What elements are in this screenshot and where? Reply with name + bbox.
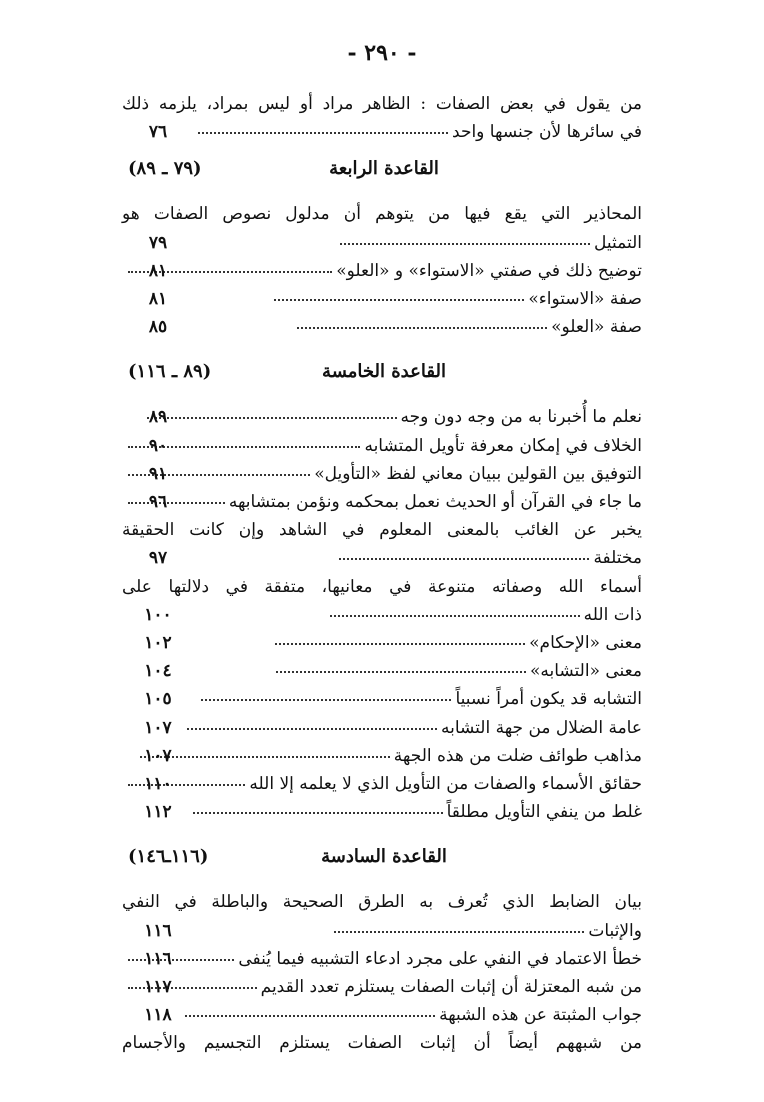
entry-title: توضيح ذلك في صفتي «الاستواء» و «العلو» [336, 260, 642, 281]
toc-entry [271, 631, 642, 655]
section-title: القاعدة الرابعة [329, 158, 439, 180]
section-page-range: (١١٦ـ١٤٦) [128, 846, 209, 868]
section-heading [0, 158, 764, 188]
toc-entry [330, 919, 642, 943]
entry-page-number: ١٠٧ [144, 745, 172, 766]
entry-line: من شبههم أيضاً أن إثبات الصفات يستلزم التجسيم والأجسام [122, 1033, 642, 1054]
entry-page-number: ١١٦ [144, 920, 172, 941]
section-heading [0, 846, 764, 876]
toc-entry [326, 603, 642, 627]
entry-title: صفة «العلو» [551, 317, 642, 338]
entry-title: نعلم ما أُخبرنا به من وجه دون وجه [400, 407, 642, 428]
toc-entry [335, 546, 642, 570]
leader-dots [330, 615, 580, 617]
entry-title: التشابه قد يكون أمراً نسبياً [455, 689, 642, 710]
toc-entry [124, 975, 642, 999]
section-title: القاعدة السادسة [321, 846, 447, 868]
entry-title: صفة «الاستواء» [528, 289, 642, 309]
entry-page-number: ٩٧ [148, 548, 168, 569]
leader-dots [193, 812, 443, 814]
leader-dots [274, 299, 524, 301]
entry-title: من شبه المعتزلة أن إثبات الصفات يستلزم تعدد القديم [260, 977, 642, 997]
entry-page-number: ١١٧ [144, 977, 172, 997]
entry-page-number: ٩٠ [148, 435, 168, 456]
entry-page-number: ١١٢ [144, 802, 172, 823]
entry-title: ما جاء في القرآن أو الحديث نعمل بمحكمه ونؤمن بمتشابهه [228, 492, 642, 512]
toc-entry [124, 434, 642, 458]
entry-title: حقائق الأسماء والصفات من التأويل الذي لا يعلمه إلا الله [249, 774, 642, 794]
entry-title: غلط من ينفي التأويل مطلقاً [446, 802, 642, 823]
toc-entry [124, 772, 642, 796]
toc-entry [270, 287, 642, 311]
leader-dots [187, 728, 437, 730]
toc-entry [143, 405, 642, 429]
entry-title: ذات الله [583, 604, 642, 625]
entry-line: أسماء الله وصفاته متنوعة في معانيها، متفقة في دلالتها على [122, 576, 642, 597]
entry-line: بيان الضابط الذي تُعرف به الطرق الصحيحة والباطلة في النفي [122, 892, 642, 913]
entry-title: مذاهب طوائف ضلت من هذه الجهة [393, 745, 642, 766]
section-page-range: (٨٩ ـ ١١٦) [128, 361, 212, 383]
toc-entry [293, 315, 642, 339]
leader-dots [275, 643, 525, 645]
toc-entry [197, 687, 642, 711]
entry-title: والإثبات [588, 920, 642, 941]
entry-title: خطأ الاعتماد في النفي على مجرد ادعاء التشبيه فيما يُنفى [238, 948, 642, 969]
section-heading [0, 361, 764, 391]
leader-dots [198, 132, 448, 134]
entry-page-number: ١٠٤ [144, 661, 172, 682]
entry-page-number: ١١٦ [144, 948, 172, 969]
entry-page-number: ١١٨ [144, 1005, 172, 1026]
entry-page-number: ٧٦ [148, 122, 168, 143]
leader-dots [297, 327, 547, 329]
toc-entry [124, 462, 642, 486]
entry-title: التمثيل [594, 232, 642, 253]
entry-title: مختلفة [593, 548, 642, 569]
entry-page-number: ٨١ [148, 260, 168, 281]
leader-dots [340, 243, 590, 245]
toc-entry [124, 259, 642, 283]
entry-title: جواب المثبتة عن هذه الشبهة [439, 1005, 642, 1026]
toc-entry [189, 800, 642, 824]
toc-entry [336, 231, 642, 255]
leader-dots [276, 671, 526, 673]
entry-page-number: ٨٥ [148, 317, 168, 338]
entry-page-number: ٩١ [148, 463, 168, 484]
entry-page-number: ٧٩ [148, 232, 168, 253]
entry-title: الخلاف في إمكان معرفة تأويل المتشابه [364, 435, 642, 456]
entry-title: في سائرها لأن جنسها واحد [452, 122, 642, 143]
section-page-range: (٧٩ ـ ٨٩) [128, 158, 202, 180]
section-title: القاعدة الخامسة [322, 361, 446, 383]
entry-page-number: ١٠٠ [144, 604, 172, 625]
entry-page-number: ١٠٥ [144, 689, 172, 710]
entry-page-number: ٨٩ [148, 407, 168, 428]
toc-entry [183, 716, 642, 740]
entry-line: من يقول في بعض الصفات : الظاهر مراد أو ليس بمراد، يلزمه ذلك [122, 94, 642, 114]
entry-title: التوفيق بين القولين ببيان معاني لفظ «التأويل» [314, 463, 642, 484]
entry-page-number: ٨١ [148, 289, 168, 309]
entry-page-number: ٩٦ [148, 492, 168, 512]
toc-entry [124, 947, 642, 971]
toc-entry [272, 659, 642, 683]
toc-entry [136, 744, 642, 768]
entry-title: عامة الضلال من جهة التشابه [440, 717, 642, 738]
toc-entry [194, 120, 642, 144]
leader-dots [201, 699, 451, 701]
entry-title: معنى «التشابه» [529, 661, 642, 682]
entry-line: المحاذير التي يقع فيها من يتوهم أن مدلول نصوص الصفات هو [122, 204, 642, 225]
entry-line: يخبر عن الغائب بالمعنى المعلوم في الشاهد وإن كانت الحقيقة [122, 520, 642, 541]
entry-page-number: ١١٠ [144, 774, 172, 794]
leader-dots [185, 1015, 435, 1017]
entry-page-number: ١٠٢ [144, 633, 172, 653]
entry-page-number: ١٠٧ [144, 717, 172, 738]
entry-title: معنى «الإحكام» [529, 633, 642, 653]
leader-dots [334, 931, 584, 933]
toc-entry [181, 1003, 642, 1027]
leader-dots [339, 558, 589, 560]
toc-entry [124, 490, 642, 514]
page-number: - ٢٩٠ - [347, 40, 417, 66]
